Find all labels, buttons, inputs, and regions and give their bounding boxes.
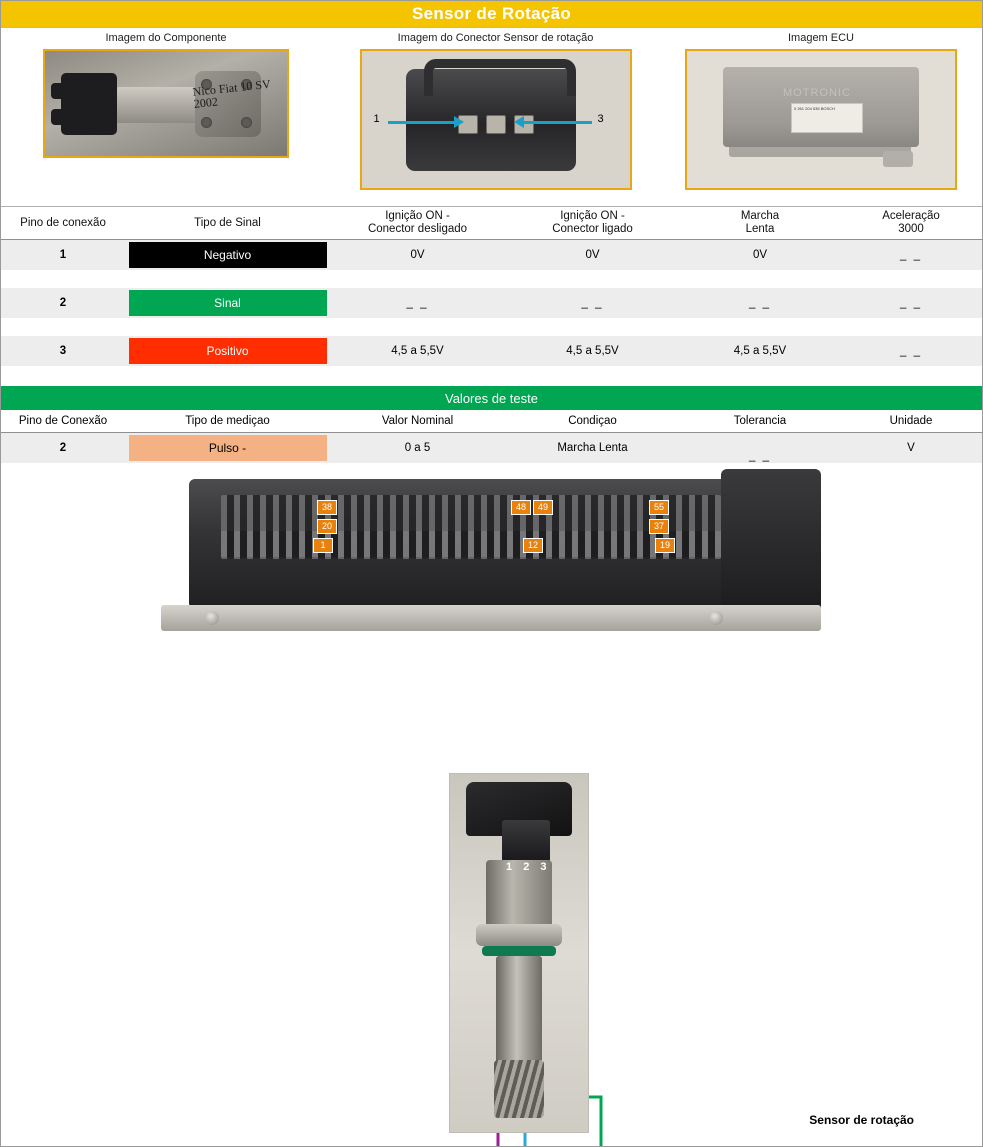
sensor-shaft [496,956,542,1066]
row3-ign-on: 4,5 a 5,5V [505,336,680,366]
ecu-image-cell [660,28,982,206]
row2-accel: _ _ [840,288,982,318]
connector-lever [424,59,576,96]
col-idle: Marcha Lenta [680,207,840,240]
component-handwriting: Nico Fiat 10 SV 2002 [191,76,272,111]
ecu-pin-badge-48: 48 [511,500,531,515]
connector-arrow-left-line [388,121,458,124]
images-row [1,28,982,207]
row1-ign-on: 0V [505,240,680,271]
connector-arrow-right-line [524,121,592,124]
ecu-body [723,67,919,147]
vt-col-measure: Tipo de mediçao [125,410,330,433]
row2-ign-off: _ _ [330,288,505,318]
ecu-pin-badge-19: 19 [655,538,675,553]
table-row [1,288,982,318]
row3-accel: _ _ [840,336,982,366]
table-row [1,240,982,271]
row-spacer-3 [1,366,982,384]
page-title: Sensor de Rotação [411,4,572,23]
sensor-photo-bottom [449,773,589,1133]
sensor-gear [494,1060,544,1118]
row3-pin: 3 [1,336,125,366]
row3-signal-chip: Positivo [129,338,327,364]
col-accel: Aceleração 3000 [840,207,982,240]
vt-row1-measure-chip: Pulso - [129,435,327,461]
bottom-caption: Sensor de rotação [809,1113,914,1127]
col-ign-on-disconnected: Ignição ON - Conector desligado [330,207,505,240]
sensor-pin-1: 1 [506,861,513,873]
row3-signal-cell [125,336,330,366]
sensor-pin-3: 3 [540,861,547,873]
row2-ign-on: _ _ [505,288,680,318]
ecu-pin-badge-37: 37 [649,519,669,534]
connector-pin-label-right: 3 [597,113,604,125]
ecu-pin-badge-55: 55 [649,500,669,515]
ecu-pin-badge-38: 38 [317,500,337,515]
table-row [1,336,982,366]
row1-accel: _ _ [840,240,982,271]
sensor-connector [502,820,550,862]
sensor-flange [476,924,562,946]
row2-signal-chip: Sinal [129,290,327,316]
table-row [1,433,982,464]
sensor-pin-labels [506,861,555,873]
vt-col-nominal: Valor Nominal [330,410,505,433]
connector-photo [360,49,632,190]
row1-idle: 0V [680,240,840,271]
vt-row1-unit: V [840,433,982,464]
connector-arrow-right-head [514,116,524,128]
row1-ign-off: 0V [330,240,505,271]
vt-col-tolerance: Tolerancia [680,410,840,433]
ecu-tab [883,151,913,167]
connector-pin-label-left: 1 [373,113,380,125]
row2-signal-cell [125,288,330,318]
test-values-header [1,410,982,433]
col-signal-type: Tipo de Sinal [125,207,330,240]
row1-signal-chip: Negativo [129,242,327,268]
vt-col-unit: Unidade [840,410,982,433]
ecu-brand-label: MOTRONIC [783,87,851,99]
vt-row1-condition: Marcha Lenta [505,433,680,464]
ecu-pin-badge-20: 20 [317,519,337,534]
row2-idle: _ _ [680,288,840,318]
row-spacer-1 [1,270,982,288]
ecu-image-caption: Imagem ECU [787,32,855,44]
row3-idle: 4,5 a 5,5V [680,336,840,366]
test-values-title: Valores de teste [445,390,538,406]
page-title-bar [1,1,982,28]
vt-row1-nominal: 0 a 5 [330,433,505,464]
sensor-oring [482,946,556,956]
row2-pin: 2 [1,288,125,318]
col-pin: Pino de conexão [1,207,125,240]
component-image-caption: Imagem do Componente [105,32,227,44]
vt-col-pin: Pino de Conexão [1,410,125,433]
vt-row1-tolerance: _ _ [680,433,840,464]
row3-ign-off: 4,5 a 5,5V [330,336,505,366]
sensor-pin-2: 2 [523,861,530,873]
connector-image-caption: Imagem do Conector Sensor de rotação [397,32,594,44]
test-values-band [1,386,982,410]
vt-row1-pin: 2 [1,433,125,464]
ecu-sticker: 0 261 204 535 BOSCH [791,103,863,133]
vt-col-condition: Condiçao [505,410,680,433]
test-values-table [1,410,982,463]
component-image-cell [1,28,331,206]
connector-image-cell [331,28,660,206]
component-connector-body [61,73,117,135]
row1-pin: 1 [1,240,125,271]
ecu-pin-badge-12: 12 [523,538,543,553]
row-spacer-2 [1,318,982,336]
col-ign-on-connected: Ignição ON - Conector ligado [505,207,680,240]
ecu-pin-badge-49: 49 [533,500,553,515]
signal-table [1,207,982,384]
connector-slot-2 [486,115,506,134]
vt-row1-measure-cell [125,433,330,464]
signal-table-header [1,207,982,240]
connector-arrow-left-head [454,116,464,128]
component-photo [43,49,289,158]
ecu-pin-badge-1: 1 [313,538,333,553]
row1-signal-cell [125,240,330,271]
ecu-photo [685,49,957,190]
